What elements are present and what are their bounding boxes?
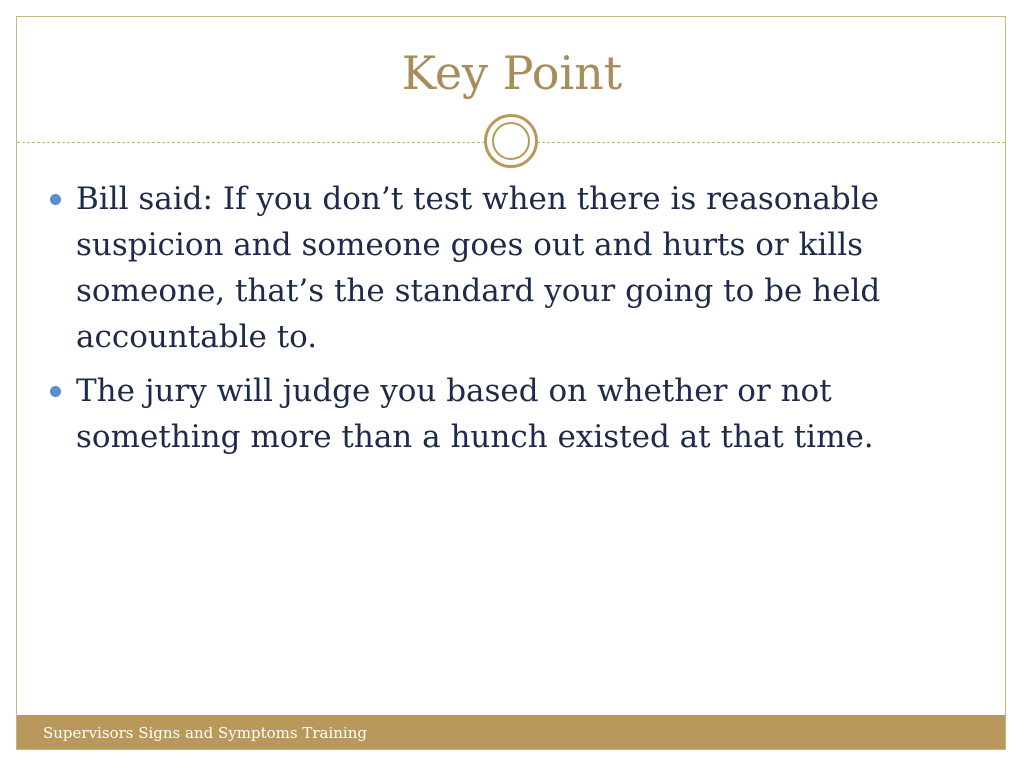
ornament-inner-ring	[492, 122, 530, 160]
double-ring-ornament-icon	[484, 114, 538, 168]
bullet-list	[48, 176, 948, 468]
round-bullet-icon	[50, 194, 61, 205]
round-bullet-icon	[50, 386, 61, 397]
bullet-item	[48, 176, 948, 360]
slide-title: Key Point	[401, 46, 623, 100]
footer-text: Supervisors Signs and Symptoms Training	[43, 724, 367, 742]
bullet-item	[48, 368, 948, 460]
bullet-text: Bill said: If you don’t test when there is reasonable suspicion and someone goes out and hurts or kills someone, that’s the standard your going to be held accountable to.	[76, 181, 881, 355]
bullet-text: The jury will judge you based on whether or not something more than a hunch existed at that time.	[76, 373, 874, 455]
footer-bar	[17, 715, 1005, 749]
